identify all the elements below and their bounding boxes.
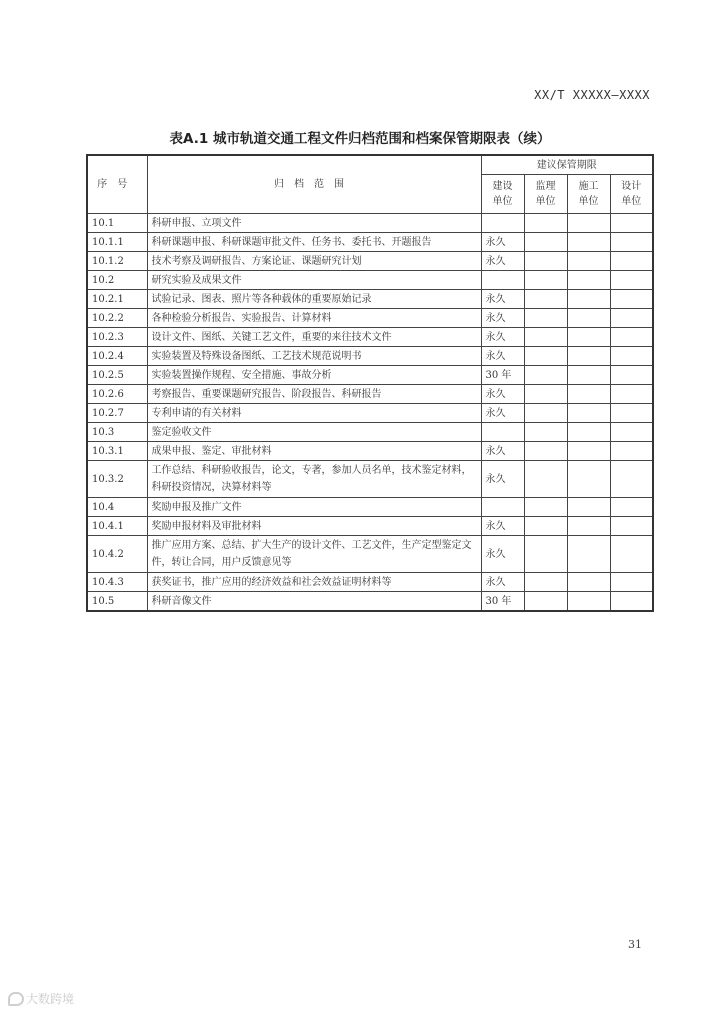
row-scope: 科研音像文件 bbox=[147, 592, 481, 612]
row-period-2 bbox=[567, 573, 610, 592]
row-period-1 bbox=[524, 214, 567, 233]
row-period-1 bbox=[524, 517, 567, 536]
row-period-0: 永久 bbox=[481, 385, 524, 404]
row-seq: 10.3 bbox=[87, 423, 147, 442]
row-period-2 bbox=[567, 366, 610, 385]
table-row bbox=[87, 233, 653, 252]
row-period-0 bbox=[481, 271, 524, 290]
row-period-2 bbox=[567, 309, 610, 328]
archive-table bbox=[86, 154, 654, 612]
row-scope: 各种检验分析报告、实验报告、计算材料 bbox=[147, 309, 481, 328]
row-period-2 bbox=[567, 328, 610, 347]
row-scope: 奖励申报及推广文件 bbox=[147, 498, 481, 517]
row-period-0: 30 年 bbox=[481, 592, 524, 612]
row-period-2 bbox=[567, 404, 610, 423]
row-period-2 bbox=[567, 498, 610, 517]
row-period-1 bbox=[524, 385, 567, 404]
header-unit-0: 建设 单位 bbox=[481, 175, 524, 214]
row-scope: 鉴定验收文件 bbox=[147, 423, 481, 442]
row-period-1 bbox=[524, 271, 567, 290]
row-period-1 bbox=[524, 290, 567, 309]
table-row bbox=[87, 309, 653, 328]
header-seq: 序号 bbox=[87, 155, 147, 214]
table-row bbox=[87, 498, 653, 517]
row-period-0 bbox=[481, 423, 524, 442]
row-scope: 实验装置操作规程、安全措施、事故分析 bbox=[147, 366, 481, 385]
table-row bbox=[87, 328, 653, 347]
row-scope: 获奖证书，推广应用的经济效益和社会效益证明材料等 bbox=[147, 573, 481, 592]
row-period-0: 永久 bbox=[481, 536, 524, 573]
row-period-3 bbox=[610, 328, 653, 347]
row-seq: 10.5 bbox=[87, 592, 147, 612]
row-period-3 bbox=[610, 290, 653, 309]
row-period-3 bbox=[610, 214, 653, 233]
row-period-0: 永久 bbox=[481, 517, 524, 536]
watermark bbox=[8, 990, 74, 1007]
row-scope: 考察报告、重要课题研究报告、阶段报告、科研报告 bbox=[147, 385, 481, 404]
header-retention-period: 建议保管期限 bbox=[481, 155, 653, 175]
row-period-1 bbox=[524, 423, 567, 442]
page-number: 31 bbox=[628, 938, 642, 951]
row-seq: 10.2.7 bbox=[87, 404, 147, 423]
row-seq: 10.1.2 bbox=[87, 252, 147, 271]
row-period-3 bbox=[610, 309, 653, 328]
row-period-1 bbox=[524, 498, 567, 517]
header-unit-1: 监理 单位 bbox=[524, 175, 567, 214]
row-scope: 技术考察及调研报告、方案论证、课题研究计划 bbox=[147, 252, 481, 271]
row-seq: 10.2 bbox=[87, 271, 147, 290]
row-period-2 bbox=[567, 517, 610, 536]
row-period-0: 永久 bbox=[481, 309, 524, 328]
table-row bbox=[87, 252, 653, 271]
table-row bbox=[87, 271, 653, 290]
row-scope: 奖励申报材料及审批材料 bbox=[147, 517, 481, 536]
row-seq: 10.4.2 bbox=[87, 536, 147, 573]
row-period-3 bbox=[610, 592, 653, 612]
row-period-3 bbox=[610, 536, 653, 573]
table-row bbox=[87, 385, 653, 404]
table-row bbox=[87, 573, 653, 592]
row-period-1 bbox=[524, 347, 567, 366]
row-period-2 bbox=[567, 385, 610, 404]
table-row bbox=[87, 461, 653, 498]
table-row bbox=[87, 404, 653, 423]
row-scope: 实验装置及特殊设备图纸、工艺技术规范说明书 bbox=[147, 347, 481, 366]
row-period-0: 永久 bbox=[481, 573, 524, 592]
row-period-3 bbox=[610, 271, 653, 290]
header-unit-2: 施工 单位 bbox=[567, 175, 610, 214]
row-scope: 成果申报、鉴定、审批材料 bbox=[147, 442, 481, 461]
row-period-3 bbox=[610, 347, 653, 366]
row-period-0 bbox=[481, 498, 524, 517]
row-period-3 bbox=[610, 252, 653, 271]
row-period-3 bbox=[610, 498, 653, 517]
row-period-0: 永久 bbox=[481, 404, 524, 423]
row-period-2 bbox=[567, 290, 610, 309]
row-seq: 10.2.4 bbox=[87, 347, 147, 366]
row-period-0 bbox=[481, 214, 524, 233]
watermark-text: 大数跨境 bbox=[26, 992, 75, 1006]
row-period-3 bbox=[610, 404, 653, 423]
row-period-2 bbox=[567, 347, 610, 366]
row-scope: 研究实验及成果文件 bbox=[147, 271, 481, 290]
row-period-1 bbox=[524, 536, 567, 573]
row-period-1 bbox=[524, 328, 567, 347]
row-period-2 bbox=[567, 271, 610, 290]
row-period-3 bbox=[610, 517, 653, 536]
header-unit-3: 设计 单位 bbox=[610, 175, 653, 214]
row-seq: 10.2.2 bbox=[87, 309, 147, 328]
row-period-1 bbox=[524, 233, 567, 252]
row-seq: 10.3.2 bbox=[87, 461, 147, 498]
row-period-2 bbox=[567, 461, 610, 498]
chat-bubble-icon bbox=[8, 992, 24, 1006]
row-scope: 设计文件、图纸、关键工艺文件，重要的来往技术文件 bbox=[147, 328, 481, 347]
row-period-3 bbox=[610, 366, 653, 385]
row-period-2 bbox=[567, 233, 610, 252]
row-period-0: 永久 bbox=[481, 252, 524, 271]
row-period-3 bbox=[610, 423, 653, 442]
row-scope: 科研申报、立项文件 bbox=[147, 214, 481, 233]
table-row bbox=[87, 536, 653, 573]
row-seq: 10.4.1 bbox=[87, 517, 147, 536]
row-seq: 10.1 bbox=[87, 214, 147, 233]
table-row bbox=[87, 423, 653, 442]
row-period-1 bbox=[524, 573, 567, 592]
header-scope: 归档范围 bbox=[147, 155, 481, 214]
row-seq: 10.4.3 bbox=[87, 573, 147, 592]
row-period-1 bbox=[524, 592, 567, 612]
table-row bbox=[87, 366, 653, 385]
row-period-1 bbox=[524, 404, 567, 423]
row-period-3 bbox=[610, 385, 653, 404]
row-period-1 bbox=[524, 442, 567, 461]
row-period-3 bbox=[610, 573, 653, 592]
row-period-0: 永久 bbox=[481, 328, 524, 347]
table-row bbox=[87, 442, 653, 461]
table-row bbox=[87, 347, 653, 366]
row-seq: 10.2.3 bbox=[87, 328, 147, 347]
row-period-0: 永久 bbox=[481, 347, 524, 366]
table-row bbox=[87, 592, 653, 612]
row-period-0: 30 年 bbox=[481, 366, 524, 385]
row-period-0: 永久 bbox=[481, 233, 524, 252]
row-seq: 10.3.1 bbox=[87, 442, 147, 461]
row-seq: 10.2.5 bbox=[87, 366, 147, 385]
row-period-1 bbox=[524, 252, 567, 271]
row-period-0: 永久 bbox=[481, 290, 524, 309]
row-seq: 10.4 bbox=[87, 498, 147, 517]
row-scope: 推广应用方案、总结、扩大生产的设计文件、工艺文件，生产定型鉴定文件，转让合同，用户反馈意见等 bbox=[147, 536, 481, 573]
row-period-1 bbox=[524, 461, 567, 498]
row-seq: 10.2.6 bbox=[87, 385, 147, 404]
row-period-3 bbox=[610, 442, 653, 461]
row-scope: 试验记录、图表、照片等各种载体的重要原始记录 bbox=[147, 290, 481, 309]
row-scope: 科研课题申报、科研课题审批文件、任务书、委托书、开题报告 bbox=[147, 233, 481, 252]
row-period-3 bbox=[610, 461, 653, 498]
row-scope: 专利申请的有关材料 bbox=[147, 404, 481, 423]
row-period-2 bbox=[567, 214, 610, 233]
row-period-1 bbox=[524, 309, 567, 328]
standard-code: XX/T XXXXX—XXXX bbox=[534, 88, 650, 102]
table-row bbox=[87, 214, 653, 233]
row-period-3 bbox=[610, 233, 653, 252]
row-period-0: 永久 bbox=[481, 461, 524, 498]
row-period-2 bbox=[567, 252, 610, 271]
row-period-2 bbox=[567, 442, 610, 461]
row-period-2 bbox=[567, 592, 610, 612]
row-seq: 10.2.1 bbox=[87, 290, 147, 309]
row-period-2 bbox=[567, 423, 610, 442]
table-title: 表A.1 城市轨道交通工程文件归档范围和档案保管期限表（续） bbox=[169, 131, 551, 147]
row-scope: 工作总结、科研验收报告，论文，专著，参加人员名单，技术鉴定材料，科研投资情况，决算材料等 bbox=[147, 461, 481, 498]
table-row bbox=[87, 290, 653, 309]
row-seq: 10.1.1 bbox=[87, 233, 147, 252]
row-period-1 bbox=[524, 366, 567, 385]
row-period-2 bbox=[567, 536, 610, 573]
table-row bbox=[87, 517, 653, 536]
row-period-0: 永久 bbox=[481, 442, 524, 461]
